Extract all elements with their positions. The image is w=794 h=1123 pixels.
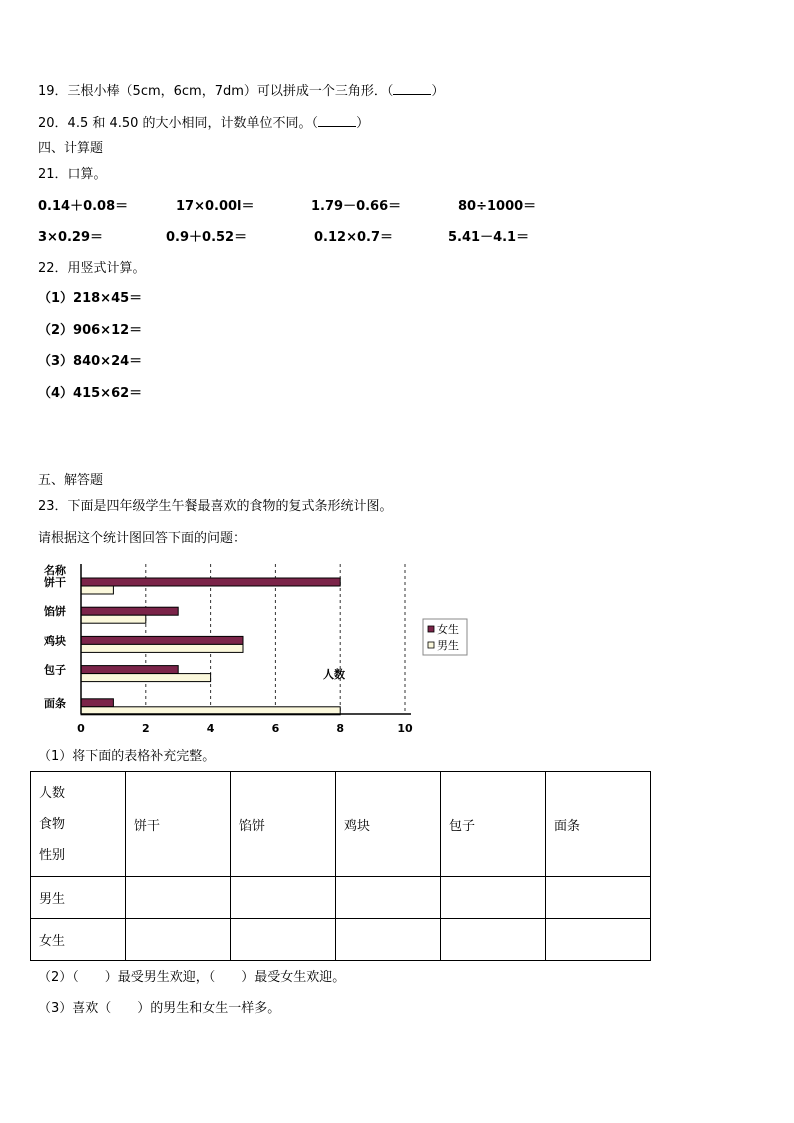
- x-tick-label: 6: [271, 722, 280, 735]
- answer-cell[interactable]: [231, 877, 336, 919]
- x-tick-label: 10: [397, 722, 413, 735]
- legend-label: 女生: [437, 623, 459, 636]
- answer-cell[interactable]: [546, 919, 651, 961]
- question-23-part-1: （1）将下面的表格补充完整。: [38, 749, 216, 764]
- bar-girls: [81, 666, 178, 674]
- category-label: 包子: [44, 663, 66, 677]
- question-20-text: 20．4.5 和 4.50 的大小相同，计数单位不同。（: [38, 116, 319, 131]
- question-23-instruction: 请根据这个统计图回答下面的问题：: [38, 531, 247, 546]
- answer-cell[interactable]: [336, 919, 441, 961]
- answer-blank-19[interactable]: [393, 82, 431, 95]
- table-header-row: [31, 772, 651, 877]
- section-5-heading: 五、解答题: [38, 473, 104, 488]
- legend-swatch: [428, 626, 434, 632]
- category-label: 饼干: [44, 576, 66, 589]
- category-label: 面条: [44, 696, 66, 710]
- question-19-close: ）: [431, 84, 445, 99]
- corner-label-gender: 性别: [39, 847, 66, 863]
- calc-2-1: 3×0.29＝: [38, 230, 104, 245]
- calc-1-1: 0.14＋0.08＝: [38, 199, 129, 214]
- column-header: 包子: [441, 772, 546, 877]
- answer-cell[interactable]: [126, 877, 231, 919]
- double-bar-chart: [36, 558, 476, 744]
- y-axis-title: 名称: [44, 564, 66, 577]
- answer-cell[interactable]: [441, 877, 546, 919]
- column-header: 馅饼: [231, 772, 336, 877]
- answer-cell[interactable]: [546, 877, 651, 919]
- answer-cell[interactable]: [441, 919, 546, 961]
- category-label: 馅饼: [44, 605, 66, 619]
- x-tick-label: 2: [141, 722, 150, 735]
- answer-cell[interactable]: [336, 877, 441, 919]
- vertical-calc-2: （2）906×12＝: [38, 323, 143, 338]
- answer-blank-20[interactable]: [318, 114, 356, 127]
- row-label: 男生: [31, 877, 126, 919]
- question-19: [38, 82, 444, 101]
- x-tick-label: 0: [77, 722, 85, 735]
- question-20-close: ）: [356, 116, 370, 131]
- bar-girls: [81, 607, 178, 615]
- bar-boys: [81, 615, 146, 623]
- calc-2-4: 5.41－4.1＝: [448, 230, 530, 245]
- vertical-calc-3: （3）840×24＝: [38, 354, 143, 369]
- question-22: 22．用竖式计算。: [38, 261, 146, 276]
- corner-label-count: 人数: [39, 785, 66, 801]
- bar-boys: [81, 644, 243, 652]
- question-23-part-3: （3）喜欢（ ）的男生和女生一样多。: [38, 1001, 281, 1016]
- corner-label-food: 食物: [39, 816, 66, 832]
- column-header: 鸡块: [336, 772, 441, 877]
- row-label: 女生: [31, 919, 126, 961]
- section-4-heading: 四、计算题: [38, 141, 104, 156]
- column-header: 面条: [546, 772, 651, 877]
- table-row-boys: [31, 877, 651, 919]
- calc-1-2: 17×0.00l＝: [176, 199, 255, 214]
- answer-cell[interactable]: [126, 919, 231, 961]
- vertical-calc-1: （1）218×45＝: [38, 291, 143, 306]
- bar-girls: [81, 699, 113, 707]
- question-21: 21．口算。: [38, 167, 107, 182]
- x-tick-label: 4: [206, 722, 215, 735]
- vertical-calc-4: （4）415×62＝: [38, 386, 143, 401]
- x-tick-label: 8: [336, 722, 345, 735]
- legend-swatch: [428, 642, 434, 648]
- answer-table: [30, 771, 651, 961]
- x-axis-title: 人数: [323, 668, 345, 681]
- column-header: 饼干: [126, 772, 231, 877]
- category-label: 鸡块: [44, 634, 66, 648]
- table-corner: [31, 772, 126, 877]
- question-19-text: 19．三根小棒（5cm，6cm，7dm）可以拼成一个三角形．（: [38, 84, 394, 99]
- bar-girls: [81, 636, 243, 644]
- question-23: 23．下面是四年级学生午餐最喜欢的食物的复式条形统计图。: [38, 499, 393, 514]
- bar-boys: [81, 674, 211, 682]
- question-20: [38, 114, 369, 133]
- bar-girls: [81, 578, 340, 586]
- table-row-girls: [31, 919, 651, 961]
- calc-2-2: 0.9＋0.52＝: [166, 230, 248, 245]
- bar-boys: [81, 586, 113, 594]
- calc-1-3: 1.79－0.66＝: [311, 199, 402, 214]
- answer-cell[interactable]: [231, 919, 336, 961]
- calc-1-4: 80÷1000＝: [458, 199, 537, 214]
- calc-2-3: 0.12×0.7＝: [314, 230, 393, 245]
- legend-label: 男生: [437, 639, 459, 652]
- question-23-part-2: （2）（ ）最受男生欢迎，（ ）最受女生欢迎。: [38, 970, 346, 985]
